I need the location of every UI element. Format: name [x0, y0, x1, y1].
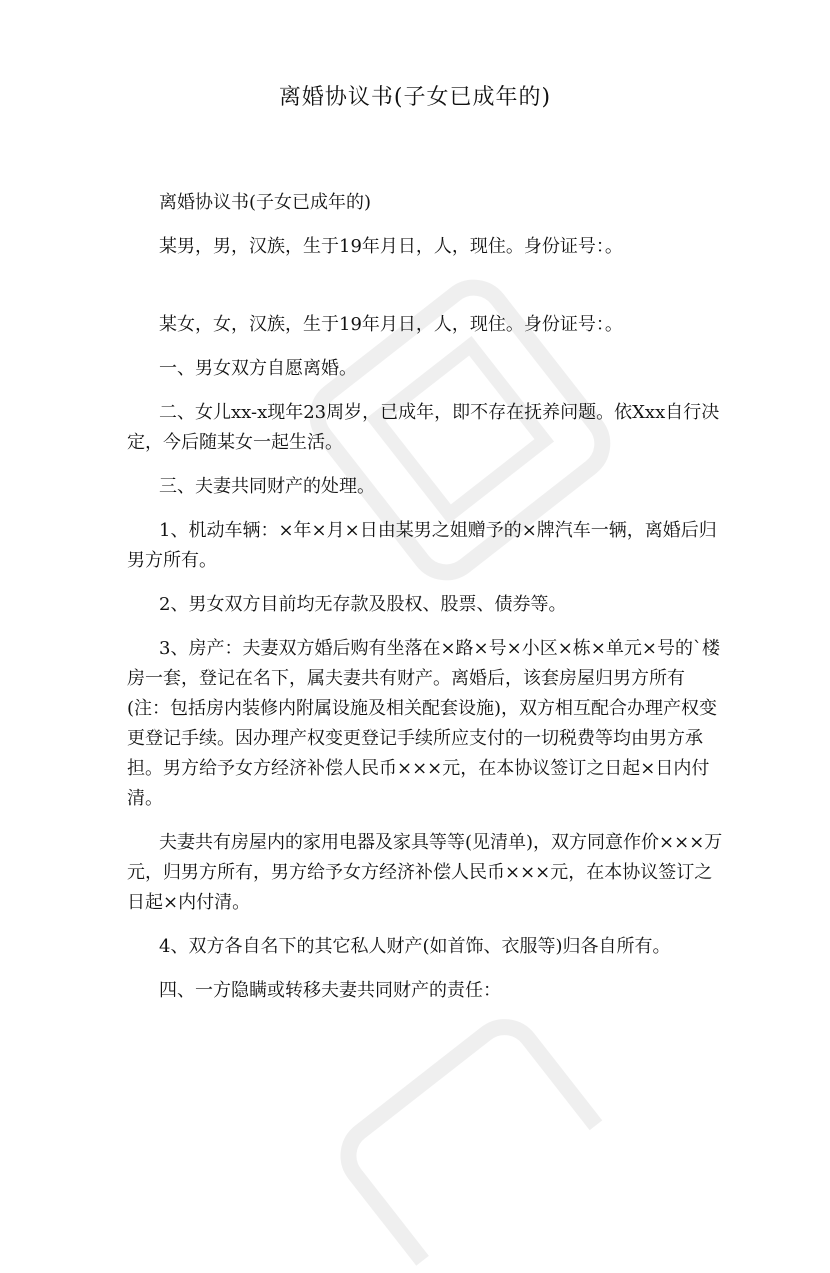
- paragraph-personal-property: 4、双方各自名下的其它私人财产(如首饰、衣服等)归各自所有。: [159, 936, 671, 957]
- paragraph-clause-3: 三、夫妻共同财产的处理。: [159, 476, 375, 497]
- paragraph-savings: 2、男女双方目前均无存款及股权、股票、债券等。: [159, 594, 567, 615]
- watermark-logo-bottom: [308, 987, 611, 1273]
- paragraph-furniture: 夫妻共有房屋内的家用电器及家具等等(见清单)，双方同意作价×××万元，归男方所有，男方给予女方经济补偿人民币×××元，在本协议签订之日起×内付清。: [127, 832, 723, 913]
- paragraph-party-male: 某男，男，汉族，生于19年月日，人，现住。身份证号：。: [159, 236, 623, 257]
- paragraph-subtitle: 离婚协议书(子女已成年的): [159, 192, 372, 213]
- paragraph-clause-1: 一、男女双方自愿离婚。: [159, 358, 357, 379]
- paragraph-party-female: 某女，女，汉族，生于19年月日，人，现住。身份证号：。: [159, 314, 623, 335]
- paragraph-clause-4: 四、一方隐瞒或转移夫妻共同财产的责任：: [159, 980, 501, 1001]
- document-title: 离婚协议书(子女已成年的): [278, 85, 552, 110]
- paragraph-vehicle: 1、机动车辆：×年×月×日由某男之姐赠予的×牌汽车一辆，离婚后归男方所有。: [127, 520, 717, 571]
- paragraph-clause-2: 二、女儿xx-x现年23周岁，已成年，即不存在抚养问题。依Xxx自行决定，今后随某女一起生活。: [127, 402, 720, 453]
- document-body: [127, 188, 727, 1006]
- paragraph-property: 3、房产：夫妻双方婚后购有坐落在×路×号×小区×栋×单元×号的`楼房一套，登记在名下，属夫妻共有财产。离婚后，该套房屋归男方所有(注：包括房内装修内附属设施及相关配套设施)，双方相互配合办理产权变更登记手续。因办理产权变更登记手续所应支付的一切税费等均由男方承担。男方给予女方经济补偿人民币×××元，在本协议签订之日起×日内付清。: [127, 638, 720, 809]
